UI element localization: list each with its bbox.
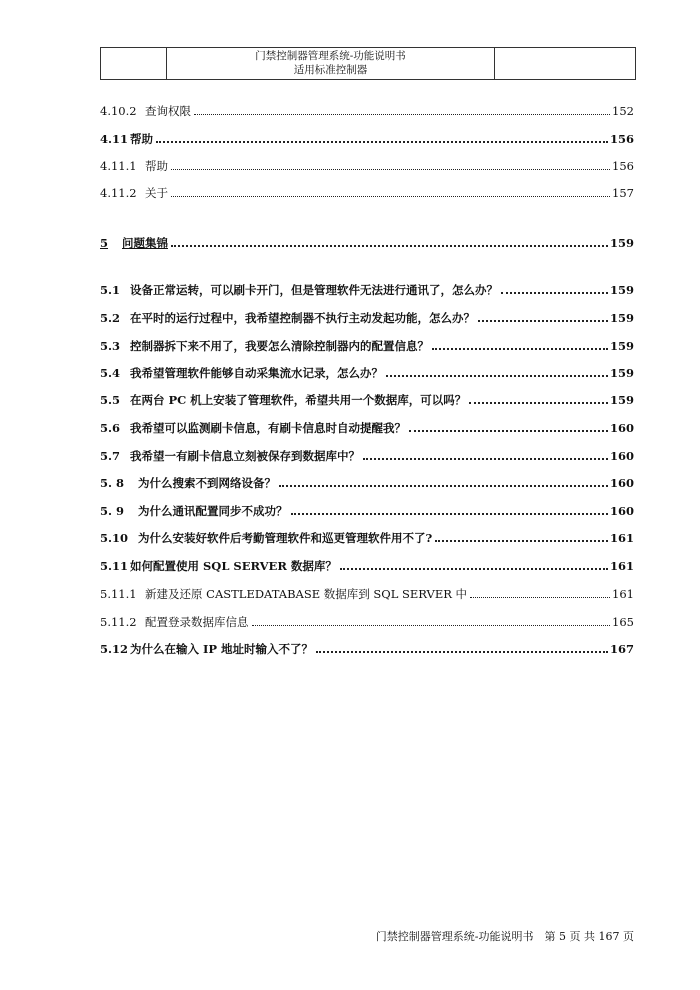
toc-entry-title: 控制器拆下来不用了，我要怎么清除控制器内的配置信息？ [130, 339, 429, 353]
toc-dot-leader [171, 196, 610, 197]
toc-entry-number: 5. 8 [100, 476, 125, 490]
toc-entry-title: 问题集锦 [122, 236, 168, 250]
toc-dot-leader [435, 540, 608, 542]
toc-entry[interactable] [100, 470, 634, 490]
toc-entry-number: 5.11.2 [100, 615, 137, 629]
toc-dot-leader [501, 292, 608, 294]
toc-dot-leader [340, 568, 608, 570]
toc-entry-title: 帮助 [145, 159, 168, 173]
header-left-cell [101, 48, 167, 79]
toc-entry-page: 156 [612, 159, 634, 173]
toc-dot-leader [194, 114, 610, 115]
toc-entry-page: 159 [609, 283, 634, 297]
toc-entry[interactable] [100, 305, 634, 325]
toc-entry-page: 161 [612, 587, 634, 601]
toc-entry[interactable] [100, 415, 634, 435]
toc-entry[interactable] [100, 153, 634, 173]
toc-entry-number: 5.5 [100, 393, 121, 407]
toc-entry-number: 5 [100, 236, 109, 250]
toc-entry-page: 159 [609, 339, 634, 353]
toc-entry-number: 5.1 [100, 283, 121, 297]
toc-entry-title: 新建及还原 CASTLEDATABASE 数据库到 SQL SERVER 中 [145, 587, 468, 601]
toc-dot-leader [469, 402, 608, 404]
toc-entry-number: 4.11.2 [100, 186, 137, 200]
toc-entry-title: 查询权限 [145, 104, 191, 118]
toc-entry-page: 156 [609, 132, 634, 146]
toc-entry-title: 为什么通讯配置同步不成功？ [138, 504, 288, 518]
toc-entry-number: 5.4 [100, 366, 121, 380]
toc-entry-page: 152 [612, 104, 634, 118]
toc-entry-page: 159 [609, 236, 634, 250]
toc-dot-leader [363, 458, 608, 460]
toc-entry[interactable] [100, 277, 634, 297]
toc-dot-leader [478, 320, 608, 322]
toc-entry-page: 157 [612, 186, 634, 200]
toc-entry[interactable] [100, 230, 634, 250]
toc-entry-title: 我希望管理软件能够自动采集流水记录，怎么办？ [130, 366, 383, 380]
toc-entry-title: 我希望可以监测刷卡信息，有刷卡信息时自动提醒我？ [130, 421, 406, 435]
toc-entry-page: 160 [609, 449, 634, 463]
toc-entry-number: 5.12 [100, 642, 129, 656]
toc-entry-page: 161 [609, 559, 634, 573]
toc-entry-number: 4.11 [100, 132, 129, 146]
toc-entry-title: 配置登录数据库信息 [145, 615, 249, 629]
toc-entry[interactable] [100, 636, 634, 656]
toc-entry[interactable] [100, 98, 634, 118]
toc-entry-page: 159 [609, 311, 634, 325]
toc-entry-title: 设备正常运转，可以刷卡开门，但是管理软件无法进行通讯了，怎么办？ [130, 283, 498, 297]
toc-entry-title: 为什么安装好软件后考勤管理软件和巡更管理软件用不了? [138, 531, 433, 545]
toc-entry-number: 5.3 [100, 339, 121, 353]
toc-dot-leader [279, 485, 608, 487]
toc-entry-title: 在两台 PC 机上安装了管理软件，希望共用一个数据库，可以吗？ [130, 393, 467, 407]
toc-entry[interactable] [100, 387, 634, 407]
toc-entry-number: 5.11.1 [100, 587, 137, 601]
toc-entry-number: 4.10.2 [100, 104, 137, 118]
toc-entry[interactable] [100, 525, 634, 545]
toc-entry-title: 关于 [145, 186, 168, 200]
toc-entry-number: 5.7 [100, 449, 121, 463]
toc-entry[interactable] [100, 553, 634, 573]
toc-entry-title: 帮助 [130, 132, 153, 146]
toc-entry-title: 为什么搜索不到网络设备？ [138, 476, 276, 490]
toc-entry[interactable] [100, 498, 634, 518]
toc-entry-page: 167 [609, 642, 634, 656]
toc-dot-leader [252, 625, 611, 626]
toc-entry[interactable] [100, 609, 634, 629]
toc-entry-page: 160 [609, 476, 634, 490]
toc-dot-leader [470, 597, 610, 598]
toc-entry-number: 5.10 [100, 531, 129, 545]
toc-entry[interactable] [100, 581, 634, 601]
toc-entry[interactable] [100, 443, 634, 463]
toc-dot-leader [291, 513, 608, 515]
toc-entry-number: 5.6 [100, 421, 121, 435]
header-title: 门禁控制器管理系统-功能说明书 [255, 50, 406, 62]
toc-dot-leader [432, 348, 608, 350]
toc-entry-page: 160 [609, 421, 634, 435]
toc-entry-page: 165 [612, 615, 634, 629]
toc-entry-page: 160 [609, 504, 634, 518]
toc-entry[interactable] [100, 126, 634, 146]
toc-dot-leader [409, 430, 608, 432]
toc-entry-page: 161 [609, 531, 634, 545]
toc-dot-leader [171, 245, 608, 247]
toc-entry-title: 我希望一有刷卡信息立刻被保存到数据库中？ [130, 449, 360, 463]
toc-entry-title: 在平时的运行过程中，我希望控制器不执行主动发起功能，怎么办？ [130, 311, 475, 325]
toc-entry[interactable] [100, 333, 634, 353]
toc-dot-leader [156, 141, 608, 143]
toc-entry[interactable] [100, 180, 634, 200]
header-right-cell [495, 48, 635, 79]
toc-entry-page: 159 [609, 393, 634, 407]
toc-dot-leader [316, 651, 608, 653]
toc-entry-number: 4.11.1 [100, 159, 137, 173]
toc-entry-number: 5. 9 [100, 504, 125, 518]
toc-entry-title: 如何配置使用 SQL SERVER 数据库？ [130, 559, 337, 573]
page-header [100, 47, 636, 80]
toc-entry[interactable] [100, 360, 634, 380]
header-title-cell [167, 48, 495, 79]
page-footer: 门禁控制器管理系统-功能说明书 第 5 页 共 167 页 [375, 930, 634, 943]
toc-entry-number: 5.2 [100, 311, 121, 325]
toc-entry-title: 为什么在输入 IP 地址时输入不了？ [130, 642, 314, 656]
toc-entry-page: 159 [609, 366, 634, 380]
toc-entry-number: 5.11 [100, 559, 129, 573]
toc-dot-leader [171, 169, 610, 170]
header-subtitle: 适用标准控制器 [293, 64, 368, 76]
toc-dot-leader [386, 375, 608, 377]
